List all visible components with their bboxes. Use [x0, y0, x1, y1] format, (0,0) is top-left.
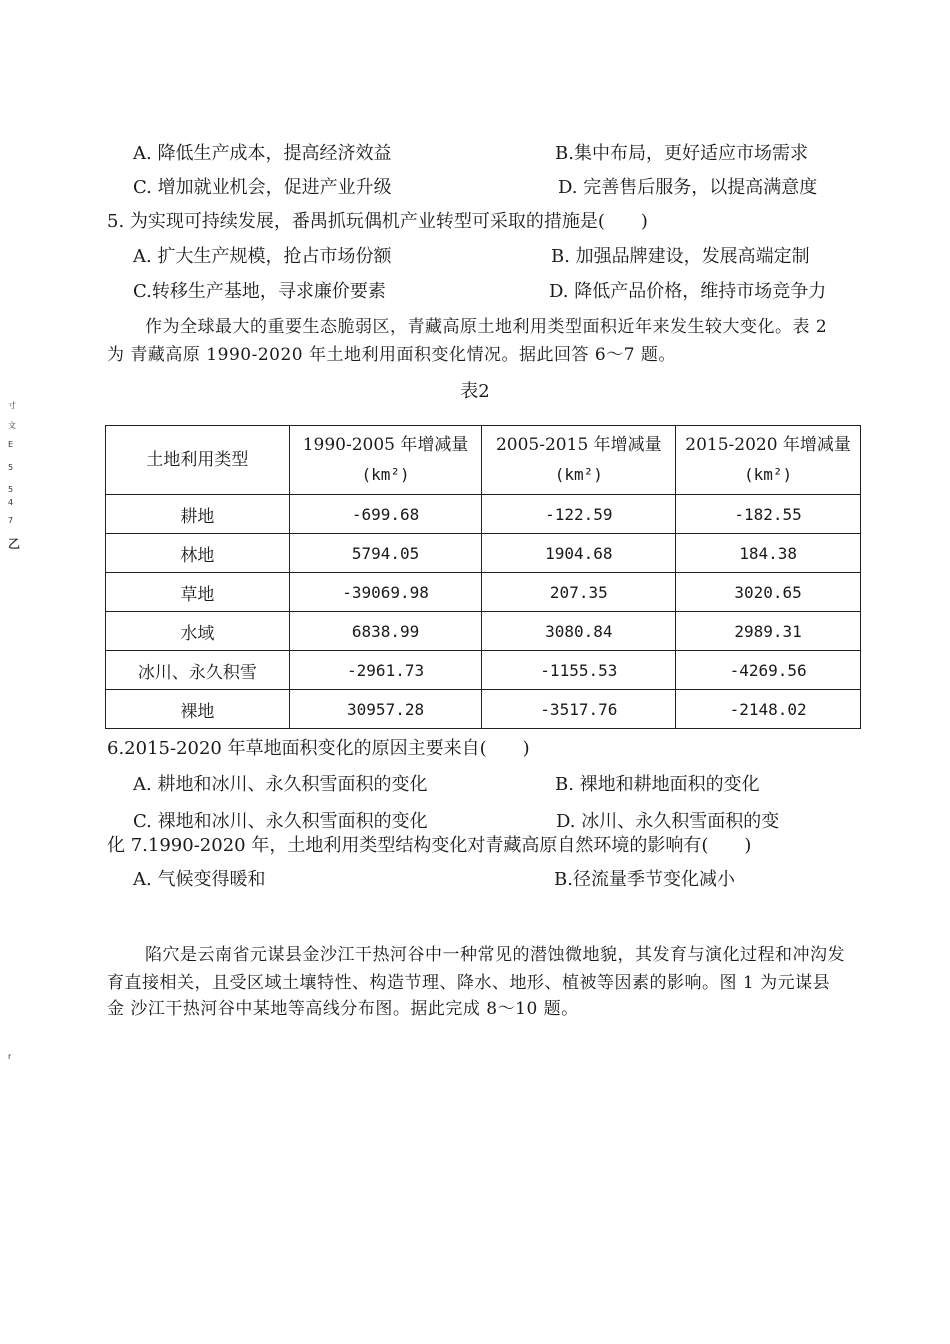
table-header-row: [106, 426, 861, 495]
margin-mark: 5: [8, 485, 14, 494]
table-cell: 3020.65: [676, 573, 861, 612]
table-cell: 5794.05: [289, 534, 482, 573]
intro-q6-7-line2: 为 青藏高原 1990-2020 年土地利用面积变化情况。据此回答 6～7 题。: [107, 345, 676, 365]
margin-mark: 文: [8, 421, 16, 430]
table-cell: -4269.56: [676, 651, 861, 690]
row-label: 水域: [106, 612, 290, 651]
table-row: [106, 612, 861, 651]
margin-mark: 4: [8, 498, 14, 507]
q6-option-c: C. 裸地和冰川、永久积雪面积的变化: [133, 811, 428, 832]
q6-stem: 6.2015-2020 年草地面积变化的原因主要来自( ): [107, 738, 530, 759]
table-cell: -182.55: [676, 495, 861, 534]
margin-mark: 乙: [8, 537, 21, 551]
table-cell: 1904.68: [482, 534, 676, 573]
q5-stem: 5. 为实现可持续发展，番禺抓玩偶机产业转型可采取的措施是( ): [107, 211, 648, 232]
header-cell: 2005-2015 年增减量 (km²): [482, 426, 676, 495]
q7-option-b: B.径流量季节变化减小: [554, 869, 735, 890]
table-cell: 6838.99: [289, 612, 482, 651]
table-cell: -122.59: [482, 495, 676, 534]
table-cell: 184.38: [676, 534, 861, 573]
intro-q8-10-line1: 陷穴是云南省元谋县金沙江干热河谷中一种常见的潜蚀微地貌，其发育与演化过程和冲沟发: [145, 945, 845, 965]
table-cell: 207.35: [482, 573, 676, 612]
q5-option-a: A. 扩大生产规模，抢占市场份额: [133, 246, 392, 267]
header-cell: 1990-2005 年增减量 (km²): [289, 426, 482, 495]
table-cell: -699.68: [289, 495, 482, 534]
q4-option-b: B.集中布局，更好适应市场需求: [555, 143, 808, 164]
table-cell: -2961.73: [289, 651, 482, 690]
table-row: [106, 534, 861, 573]
table-row: [106, 690, 861, 729]
row-label: 林地: [106, 534, 290, 573]
margin-mark: r: [8, 1052, 12, 1061]
margin-mark: E: [8, 440, 14, 449]
table-cell: -3517.76: [482, 690, 676, 729]
table-cell: 2989.31: [676, 612, 861, 651]
q4-option-c: C. 增加就业机会，促进产业升级: [133, 177, 392, 198]
table-caption: 表2: [460, 381, 490, 402]
q7-stem: 化 7.1990-2020 年，土地利用类型结构变化对青藏高原自然环境的影响有( ): [107, 835, 752, 856]
table-cell: -1155.53: [482, 651, 676, 690]
q5-option-c: C.转移生产基地，寻求廉价要素: [133, 281, 386, 302]
table-cell: -39069.98: [289, 573, 482, 612]
table-cell: -2148.02: [676, 690, 861, 729]
row-label: 耕地: [106, 495, 290, 534]
q6-option-b: B. 裸地和耕地面积的变化: [555, 774, 760, 795]
intro-q6-7-line1: 作为全球最大的重要生态脆弱区，青藏高原土地利用类型面积近年来发生较大变化。表 2: [145, 317, 828, 337]
table-cell: 3080.84: [482, 612, 676, 651]
header-cell: 土地利用类型: [106, 426, 290, 495]
q5-option-b: B. 加强品牌建设，发展高端定制: [551, 246, 810, 267]
margin-mark: 寸: [8, 401, 16, 410]
margin-mark: 7: [8, 516, 14, 525]
header-cell: 2015-2020 年增减量 (km²): [676, 426, 861, 495]
table-row: [106, 573, 861, 612]
table-row: [106, 651, 861, 690]
q6-option-d: D. 冰川、永久积雪面积的变: [556, 811, 780, 832]
row-label: 裸地: [106, 690, 290, 729]
q6-option-a: A. 耕地和冰川、永久积雪面积的变化: [133, 774, 428, 795]
row-label: 冰川、永久积雪: [106, 651, 290, 690]
q5-option-d: D. 降低产品价格，维持市场竞争力: [549, 281, 827, 302]
row-label: 草地: [106, 573, 290, 612]
intro-q8-10-line2: 育直接相关，且受区域土壤特性、构造节理、降水、地形、植被等因素的影响。图 1 为元谋县: [107, 973, 831, 993]
q7-option-a: A. 气候变得暖和: [133, 869, 266, 890]
land-use-table: [105, 425, 861, 729]
table-cell: 30957.28: [289, 690, 482, 729]
margin-mark: 5: [8, 463, 14, 472]
q4-option-a: A. 降低生产成本，提高经济效益: [133, 143, 392, 164]
q4-option-d: D. 完善售后服务，以提高满意度: [558, 177, 818, 198]
table-row: [106, 495, 861, 534]
intro-q8-10-line3: 金 沙江干热河谷中某地等高线分布图。据此完成 8～10 题。: [107, 999, 579, 1019]
